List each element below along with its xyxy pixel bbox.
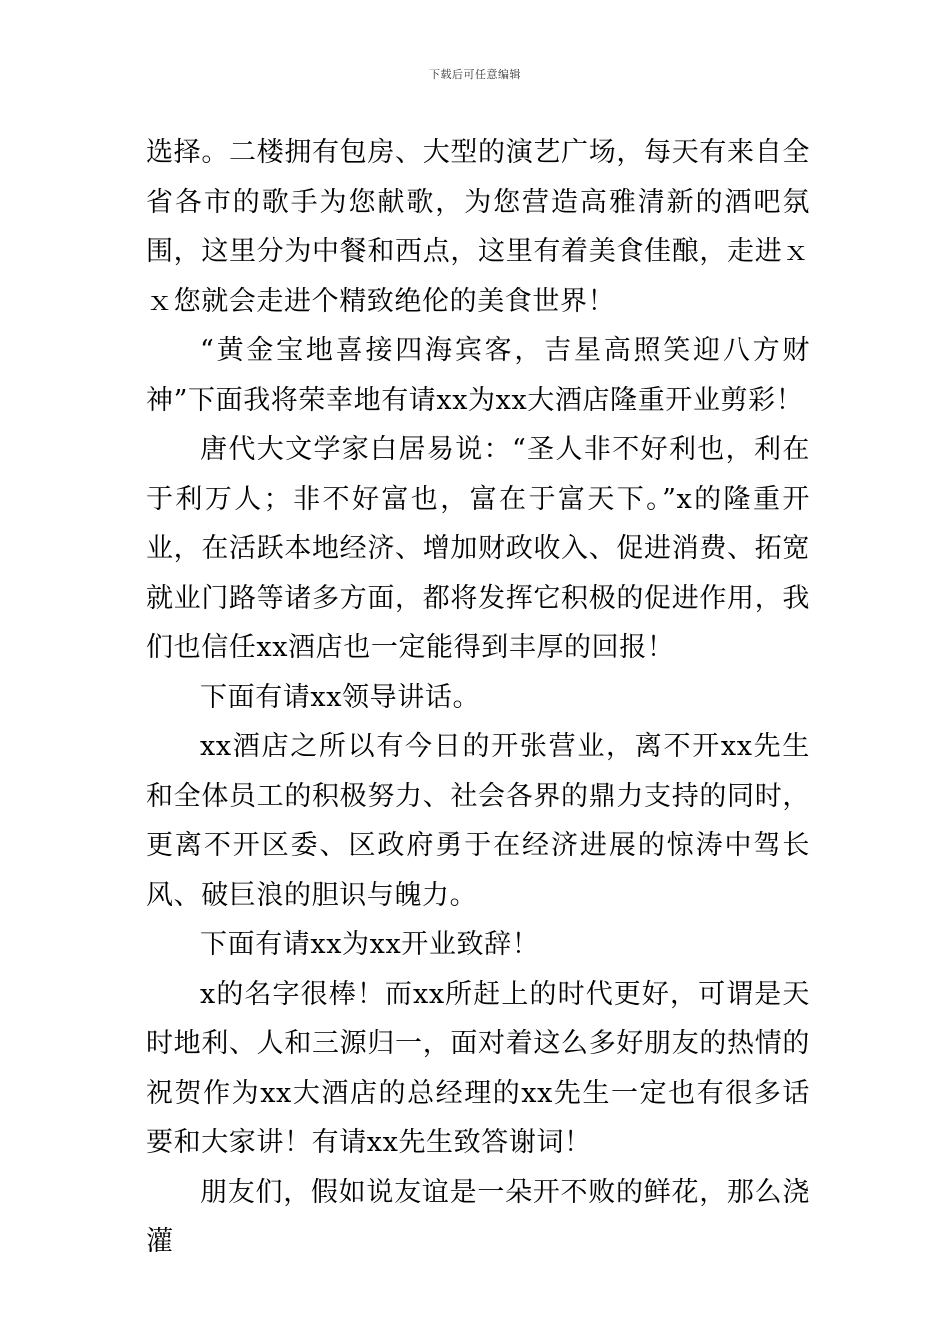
paragraph: xx酒店之所以有今日的开张营业，离不开xx先生和全体员工的积极努力、社会各界的鼎力支持的同时，更离不开区委、区政府勇于在经济进展的惊涛中驾长风、破巨浪的胆识与魄力。 xyxy=(146,731,810,911)
document-body xyxy=(146,128,810,1267)
page-header: 下载后可任意编辑 xyxy=(429,68,521,81)
paragraph: x的名字很棒！而xx所赶上的时代更好，可谓是天时地利、人和三源归一，面对着这么多好朋友的热情的祝贺作为xx大酒店的总经理的xx先生一定也有很多话要和大家讲！有请xx先生致答谢词！ xyxy=(146,978,810,1158)
paragraph: 唐代大文学家白居易说：“圣人非不好利也，利在于利万人；非不好富也，富在于富天下。”x的隆重开业，在活跃本地经济、增加财政收入、促进消费、拓宽就业门路等诸多方面，都将发挥它积极的促进作用，我们也信任xx酒店也一定能得到丰厚的回报！ xyxy=(146,434,810,663)
paragraph: 下面有请xx为xx开业致辞！ xyxy=(200,929,540,960)
paragraph: “黄金宝地喜接四海宾客，吉星高照笑迎八方财神”下面我将荣幸地有请xx为xx大酒店隆重开业剪彩！ xyxy=(146,335,810,416)
paragraph: 下面有请xx领导讲话。 xyxy=(200,681,481,713)
paragraph: 朋友们，假如说友谊是一朵开不败的鲜花，那么浇灌 xyxy=(146,1176,810,1257)
paragraph: 选择。二楼拥有包房、大型的演艺广场，每天有来自全省各市的歌手为您献歌，为您营造高雅清新的酒吧氛围，这里分为中餐和西点，这里有着美食佳酿，走进ｘｘ您就会走进个精致绝伦的美食世界！ xyxy=(146,137,810,317)
